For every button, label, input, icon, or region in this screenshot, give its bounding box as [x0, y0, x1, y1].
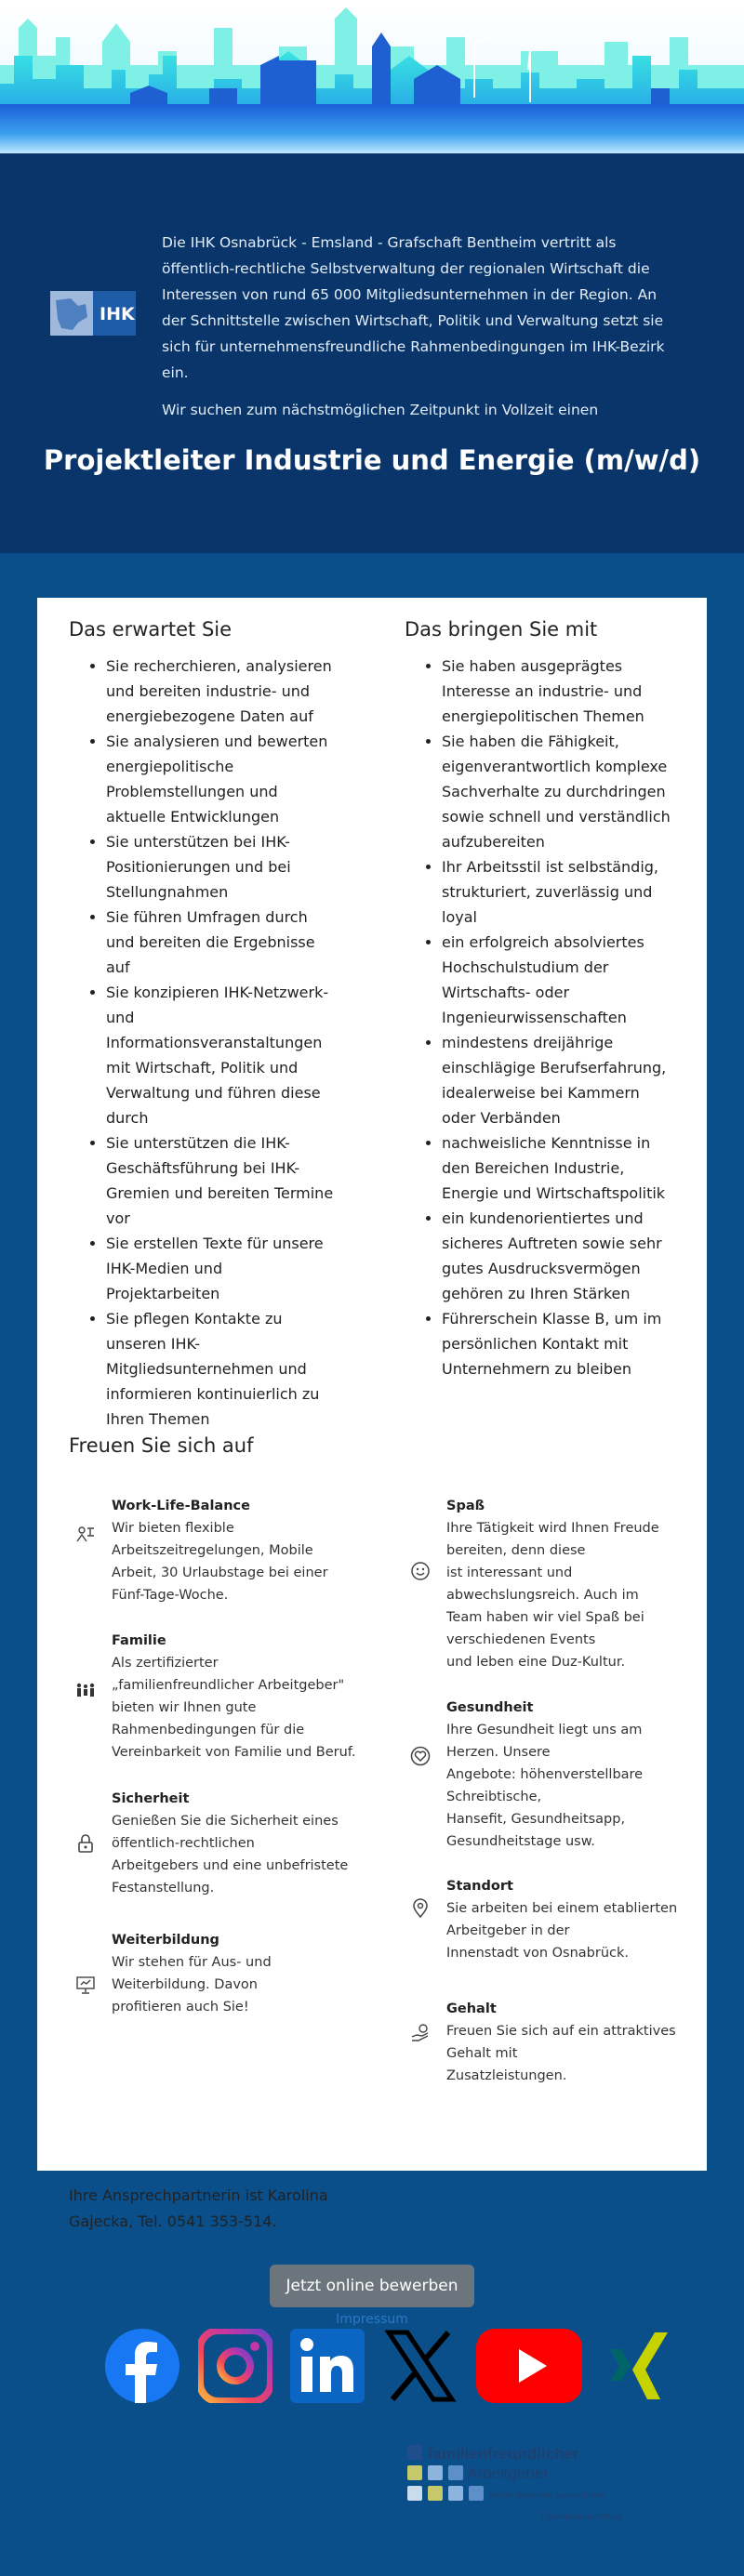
x-twitter-icon[interactable] — [383, 2329, 458, 2403]
heart-icon — [409, 1745, 432, 1767]
impressum-link[interactable]: Impressum — [336, 2312, 408, 2327]
benefit-salary — [446, 1998, 698, 2087]
family-friendly-employer-seal — [405, 2441, 638, 2543]
intro-search-line: Wir suchen zum nächstmöglichen Zeitpunkt in Vollzeit einen — [162, 402, 599, 418]
benefit-title: Standort — [446, 1879, 513, 1894]
task-item: • Sie erstellen Texte für unsere IHK-Medien und Projektarbeiten — [106, 1231, 339, 1306]
profile-item: • Sie haben ausgeprägtes Interesse an industrie- und energiepolitischen Themen — [442, 654, 674, 729]
benefit-title: Spaß — [446, 1499, 485, 1513]
work-life-balance-icon — [74, 1523, 97, 1545]
profile-item: • ein kundenorientiertes und sicheres Auftreten sowie sehr gutes Ausdrucksvermögen gehören zu Ihren Stärken — [442, 1206, 674, 1306]
ihk-logo — [50, 291, 136, 339]
seal-line-2: Arbeitgeber — [467, 2464, 549, 2482]
ihk-logo-text: IHK — [100, 304, 135, 324]
benefit-text: Wir stehen für Aus- und Weiterbildung. Davon profitieren auch Sie! — [112, 1955, 272, 2015]
location-pin-icon — [409, 1897, 432, 1920]
contact-person: Ihre Ansprechpartnerin ist Karolina Gajecka, Tel. 0541 353-514. — [69, 2186, 328, 2230]
skyline-banner — [0, 0, 744, 153]
benefit-security — [112, 1788, 363, 1899]
benefit-text: Als zertifizierter „familienfreundlicher Arbeitgeber" bieten wir Ihnen gute Rahmenbedingungen für die Vereinbarkeit von Familie und Beruf. — [112, 1656, 356, 1760]
youtube-icon[interactable] — [476, 2329, 582, 2403]
profile-item: • Sie haben die Fähigkeit, eigenverantwortlich komplexe Sachverhalte zu durchdringen sowie schnell und verständlich aufzubereiten — [442, 729, 674, 854]
benefit-text: Ihre Tätigkeit wird Ihnen Freude bereiten, denn diese ist interessant und abwechslungsreich. Auch im Team haben wir viel Spaß bei verschiedenen Events und leben eine Duz-Kultur. — [446, 1521, 659, 1670]
profile-item: • mindestens dreijährige einschlägige Berufserfahrung, idealerweise bei Kammern oder Verbänden — [442, 1030, 674, 1130]
task-item: • Sie pflegen Kontakte zu unseren IHK-Mitgliedsunternehmen und informieren kontinuierlich zu Ihren Themen — [106, 1306, 339, 1432]
benefit-title: Gehalt — [446, 2001, 497, 2016]
seal-tagline: prüfen.bewerten.auszeichnen — [489, 2490, 605, 2501]
benefit-title: Work-Life-Balance — [112, 1499, 250, 1513]
profile-list — [405, 654, 674, 1381]
xing-icon[interactable] — [603, 2329, 671, 2403]
benefit-title: Gesundheit — [446, 1700, 534, 1715]
benefit-fun — [446, 1495, 698, 1673]
facebook-icon[interactable] — [105, 2329, 179, 2403]
profile-column — [405, 618, 674, 1381]
benefits-heading: Freuen Sie sich auf — [69, 1434, 254, 1457]
linkedin-icon[interactable] — [290, 2329, 365, 2403]
task-item: • Sie führen Umfragen durch und bereiten die Ergebnisse auf — [106, 905, 339, 980]
tasks-heading: Das erwartet Sie — [69, 618, 232, 641]
benefit-title: Weiterbildung — [112, 1933, 219, 1948]
profile-heading: Das bringen Sie mit — [405, 618, 598, 641]
skyline-illustration — [0, 0, 744, 153]
profile-item: • nachweisliche Kenntnisse in den Bereichen Industrie, Energie und Wirtschaftspolitik — [442, 1130, 674, 1206]
benefit-text: Wir bieten flexible Arbeitszeitregelungen, Mobile Arbeit, 30 Urlaubstage bei einer Fünf-Tage-Woche. — [112, 1521, 328, 1603]
seal-sponsor: BertelsmannStiftung — [547, 2512, 623, 2521]
task-item: • Sie recherchieren, analysieren und bereiten industrie- und energiebezogene Daten auf — [106, 654, 339, 729]
benefit-text: Genießen Sie die Sicherheit eines öffentlich-rechtlichen Arbeitgebers und eine unbefristete Festanstellung. — [112, 1814, 349, 1896]
profile-item: • Führerschein Klasse B, um im persönlichen Kontakt mit Unternehmern zu bleiben — [442, 1306, 674, 1381]
benefit-title: Sicherheit — [112, 1791, 190, 1806]
family-icon — [74, 1680, 97, 1702]
benefit-text: Freuen Sie sich auf ein attraktives Gehalt mit Zusatzleistungen. — [446, 2024, 676, 2083]
profile-item: • Ihr Arbeitsstil ist selbständig, strukturiert, zuverlässig und loyal — [442, 854, 674, 930]
benefit-health — [446, 1697, 698, 1853]
intro-paragraph: Die IHK Osnabrück - Emsland - Grafschaft Bentheim vertritt als öffentlich-rechtliche Selbstverwaltung der regionalen Wirtschaft die Interessen von rund 65 000 Mitgliedsunternehmen in der Region. An der Schnittstelle zwischen Wirtschaft, Politik und Verwaltung setzt sie sich für unternehmensfreundliche Rahmenbedingungen im IHK-Bezirk ein. — [162, 234, 665, 381]
benefit-location — [446, 1875, 698, 1964]
instagram-icon[interactable] — [198, 2329, 272, 2403]
seal-line-1: familienfreundlicher — [428, 2445, 579, 2463]
benefit-work-life-balance — [112, 1495, 363, 1606]
benefit-training — [112, 1929, 363, 2018]
profile-item: • ein erfolgreich absolviertes Hochschulstudium der Wirtschafts- oder Ingenieurwissenschaften — [442, 930, 674, 1030]
presentation-icon — [74, 1974, 97, 1996]
lock-icon — [74, 1832, 97, 1855]
task-item: • Sie unterstützen bei IHK-Positionierungen und bei Stellungnahmen — [106, 829, 339, 905]
task-item: • Sie analysieren und bewerten energiepolitische Problemstellungen und aktuelle Entwicklungen — [106, 729, 339, 829]
benefit-text: Sie arbeiten bei einem etablierten Arbeitgeber in der Innenstadt von Osnabrück. — [446, 1901, 678, 1961]
smiley-icon — [409, 1560, 432, 1582]
tasks-column — [69, 618, 339, 1432]
task-item: • Sie unterstützen die IHK-Geschäftsführung bei IHK-Gremien und bereiten Termine vor — [106, 1130, 339, 1231]
salary-icon — [409, 2022, 432, 2044]
job-details-card — [37, 598, 707, 2230]
apply-online-button[interactable]: Jetzt online bewerben — [270, 2265, 474, 2307]
tasks-list — [69, 654, 339, 1432]
benefit-text: Ihre Gesundheit liegt uns am Herzen. Unsere Angebote: höhenverstellbare Schreibtische, Hansefit, Gesundheitsapp, Gesundheitstage usw. — [446, 1723, 644, 1849]
intro-text — [162, 230, 683, 423]
benefit-family — [112, 1630, 363, 1764]
job-title: Projektleiter Industrie und Energie (m/w/d) — [43, 444, 701, 476]
benefit-title: Familie — [112, 1633, 166, 1648]
task-item: • Sie konzipieren IHK-Netzwerk- und Informationsveranstaltungen mit Wirtschaft, Politik und Verwaltung und führen diese durch — [106, 980, 339, 1130]
